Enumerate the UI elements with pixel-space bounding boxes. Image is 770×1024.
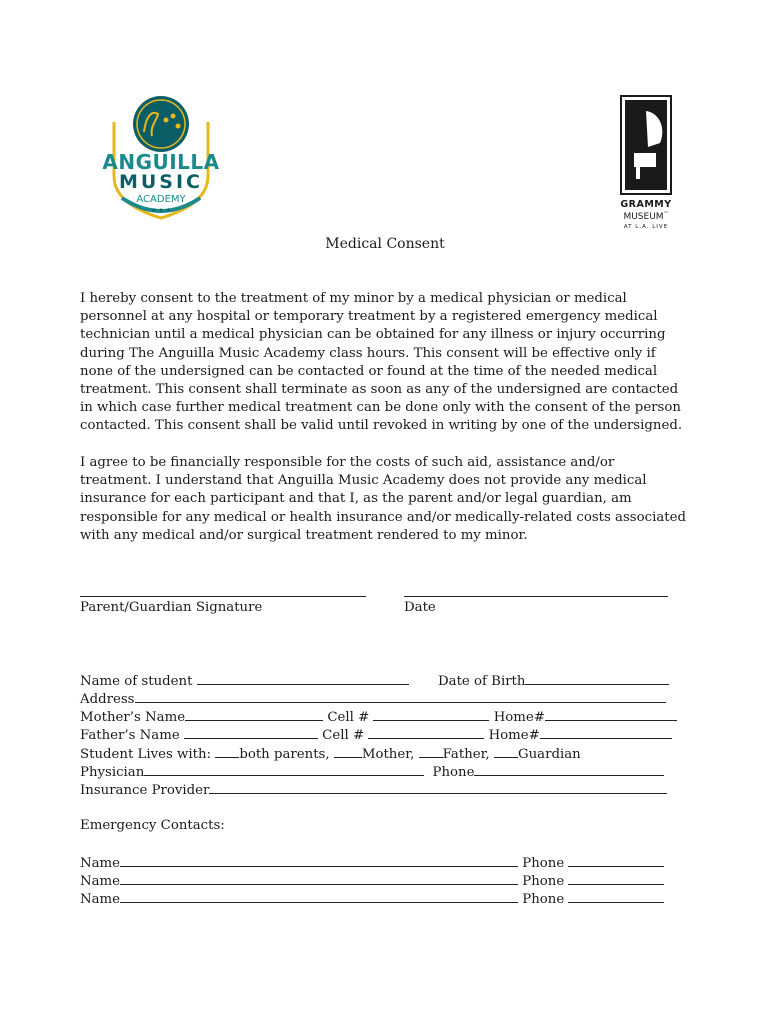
mother-name-field[interactable] xyxy=(185,708,323,721)
student-name-label: Name of student xyxy=(80,674,193,689)
music-note-icon xyxy=(164,118,169,123)
date-label: Date xyxy=(404,600,436,615)
emergency-phone-label: Phone xyxy=(522,892,565,907)
consent-paragraph: I hereby consent to the treatment of my minor by a medical physician or medical personnel at any hospital or temporary treatment by a registered emergency medical technician until a medical physician can be obtained for any illness or injury occurring during The Anguilla Music Academy class hours. This consent will be effective only if none of the undersigned can be contacted or found at the time of the needed medical treatment. This consent shall terminate as soon as any of the undersigned are contacted in which case further medical treatment can be done only with the consent of the person contacted. This consent shall be valid until revoked in writing by one of the undersigned. xyxy=(80,291,683,434)
academy-stars: ★ ★ ★ xyxy=(151,207,171,214)
mother-cell-label: Cell # xyxy=(327,710,370,725)
emergency-contacts-heading: Emergency Contacts: xyxy=(80,818,225,833)
physician-field[interactable] xyxy=(144,763,424,776)
father-home-field[interactable] xyxy=(540,726,672,739)
music-note-icon xyxy=(176,124,181,129)
mother-name-label: Mother’s Name xyxy=(80,710,186,725)
physician-phone-label: Phone xyxy=(432,765,475,780)
parent-signature-line[interactable] xyxy=(80,596,366,597)
emergency-name-label: Name xyxy=(80,892,121,907)
academy-name-line3: ACADEMY xyxy=(136,194,186,205)
mother-home-label: Home# xyxy=(493,710,545,725)
mother-cell-field[interactable] xyxy=(373,708,489,721)
emergency-name-label: Name xyxy=(80,874,121,889)
student-name-field[interactable] xyxy=(197,672,409,685)
emergency-name-field[interactable] xyxy=(120,890,518,903)
emergency-name-label: Name xyxy=(80,856,121,871)
emergency-contact-row xyxy=(80,890,680,908)
address-field[interactable] xyxy=(135,690,666,703)
emergency-contact-row xyxy=(80,872,680,890)
father-cell-field[interactable] xyxy=(368,726,484,739)
insurance-row xyxy=(80,781,680,799)
father-name-field[interactable] xyxy=(184,726,318,739)
emergency-phone-field[interactable] xyxy=(568,890,664,903)
grammy-museum-logo xyxy=(616,95,676,235)
lives-mother-label: Mother, xyxy=(361,747,415,762)
lives-father-field[interactable] xyxy=(419,745,443,758)
lives-both-parents-field[interactable] xyxy=(215,745,239,758)
emergency-phone-label: Phone xyxy=(522,874,565,889)
lives-father-label: Father, xyxy=(442,747,490,762)
parent-signature-label: Parent/Guardian Signature xyxy=(80,600,263,615)
physician-phone-field[interactable] xyxy=(474,763,664,776)
academy-name-line1: ANGUILLA xyxy=(102,150,220,174)
lives-guardian-field[interactable] xyxy=(494,745,518,758)
date-signature-line[interactable] xyxy=(404,596,668,597)
lives-both-parents-label: both parents, xyxy=(239,747,330,762)
dob-field[interactable] xyxy=(525,672,669,685)
father-name-label: Father’s Name xyxy=(80,728,180,743)
anguilla-music-academy-logo xyxy=(100,92,222,224)
emergency-contact-row xyxy=(80,854,680,872)
lives-guardian-label: Guardian xyxy=(517,747,581,762)
page-title: Medical Consent xyxy=(325,236,445,252)
grammy-tm: ™ xyxy=(663,211,669,217)
father-cell-label: Cell # xyxy=(322,728,365,743)
lives-with-label: Student Lives with: xyxy=(80,747,212,762)
dob-row xyxy=(438,672,668,690)
emergency-name-field[interactable] xyxy=(120,854,518,867)
physician-label: Physician xyxy=(80,765,145,780)
insurance-label: Insurance Provider xyxy=(80,783,210,798)
mother-row xyxy=(80,708,680,726)
dob-label: Date of Birth xyxy=(438,674,526,689)
emergency-phone-field[interactable] xyxy=(568,854,664,867)
insurance-field[interactable] xyxy=(209,781,667,794)
academy-name-line2: MUSIC xyxy=(118,171,204,193)
financial-paragraph: I agree to be financially responsible for the costs of such aid, assistance and/or treatment. I understand that Anguilla Music Academy does not provide any medical insurance for each participant and that I, as the parent and/or legal guardian, am responsible for any medical or health insurance and/or medically-related costs associated with any medical and/or surgical treatment rendered to my minor. xyxy=(80,455,686,543)
music-note-icon xyxy=(171,114,176,119)
address-label: Address xyxy=(80,692,135,707)
emergency-phone-field[interactable] xyxy=(568,872,664,885)
father-row xyxy=(80,726,680,744)
grammy-name-line2: MUSEUM xyxy=(623,212,664,222)
emergency-name-field[interactable] xyxy=(120,872,518,885)
grammy-name-line3: AT L.A. LIVE xyxy=(623,224,669,230)
father-home-label: Home# xyxy=(488,728,540,743)
mother-home-field[interactable] xyxy=(545,708,677,721)
physician-row xyxy=(80,763,680,781)
emergency-phone-label: Phone xyxy=(522,856,565,871)
lives-with-row xyxy=(80,745,680,763)
address-row xyxy=(80,690,680,708)
gramophone-icon xyxy=(620,95,672,195)
lives-mother-field[interactable] xyxy=(334,745,362,758)
grammy-name-line1: GRAMMY xyxy=(620,199,672,210)
